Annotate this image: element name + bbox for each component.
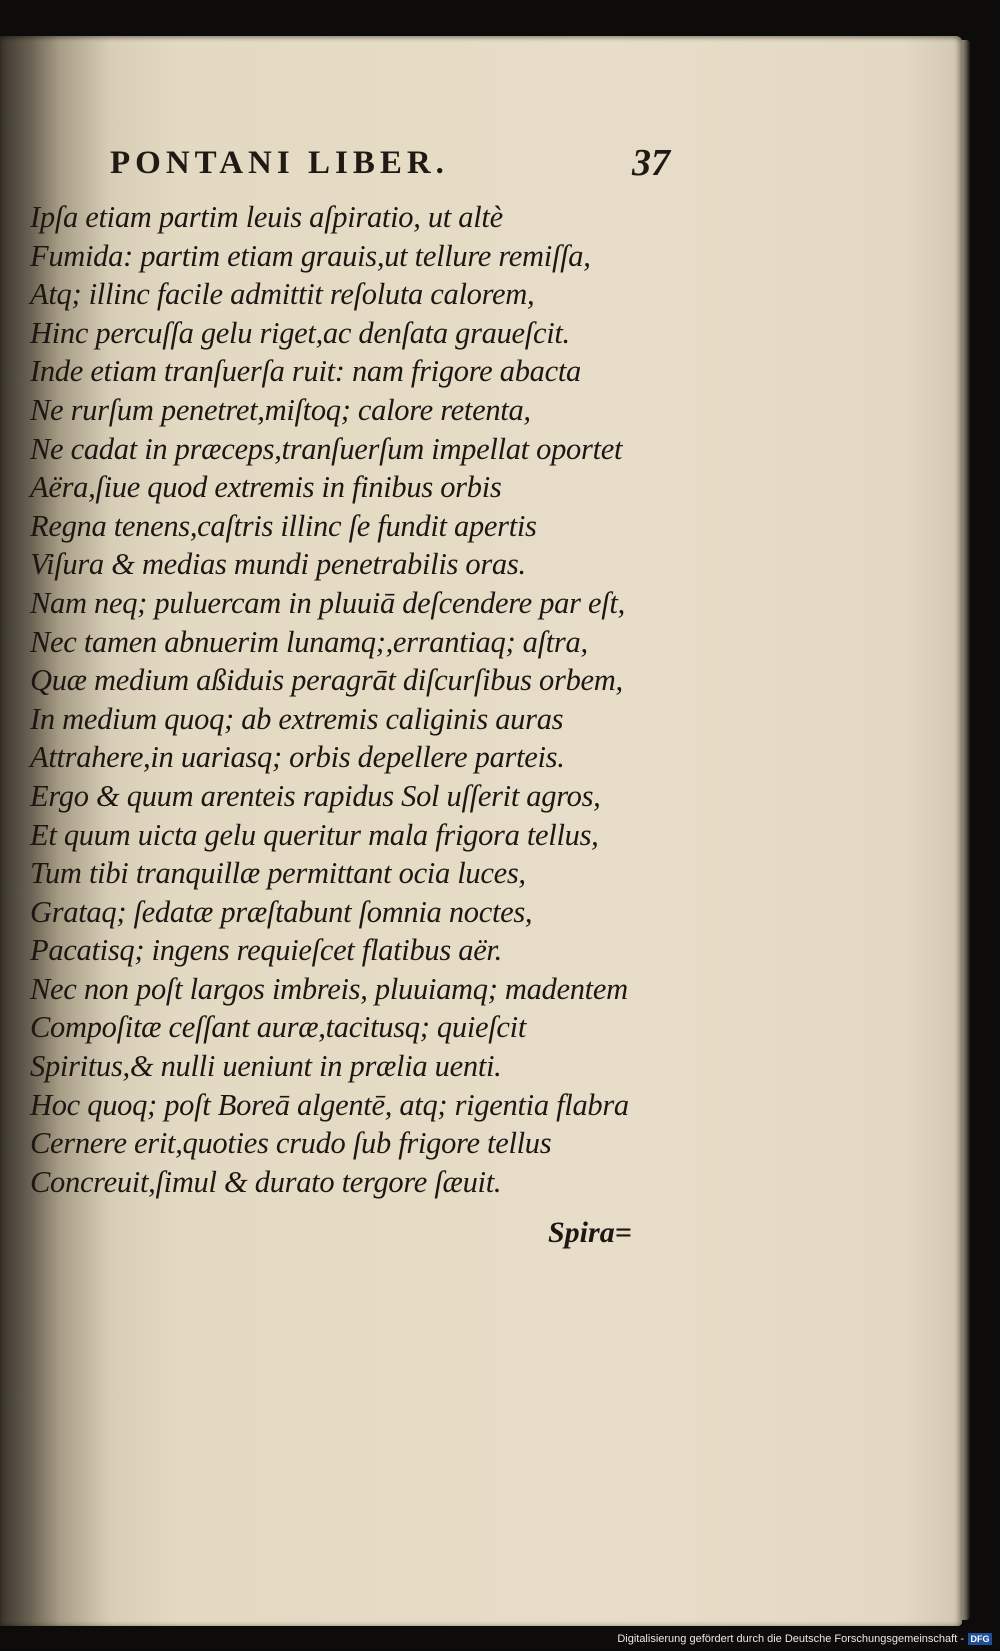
verse-line: Ne rurſum penetret,miſtoq; calore retenta, [30, 392, 531, 427]
verse-text [30, 198, 690, 1201]
verse-line: Hoc quoq; poſt Boreā algentē, atq; rigentia flabra [30, 1087, 629, 1122]
verse-line: Inde etiam tranſuerſa ruit: nam frigore abacta [30, 354, 581, 389]
verse-line: Fumida: partim etiam grauis,ut tellure remiſſa, [30, 238, 591, 273]
verse-line: Viſura & medias mundi penetrabilis oras. [30, 547, 526, 582]
verse-line: Nam neq; puluercam in pluuiā deſcendere par eſt, [30, 585, 625, 620]
verse-line: In medium quoq; ab extremis caliginis auras [30, 701, 564, 736]
verse-line: Nec non poſt largos imbreis, pluuiamq; madentem [30, 971, 628, 1006]
verse-line: Hinc percuſſa gelu riget,ac denſata graueſcit. [30, 315, 570, 350]
verse-line: Ergo & quum arenteis rapidus Sol uſſerit agros, [30, 778, 601, 813]
digitization-footer [617, 1631, 992, 1647]
verse-line: Compoſitæ ceſſant auræ,tacitusq; quieſcit [30, 1010, 526, 1045]
verse-line: Quæ medium aßiduis peragrāt diſcurſibus orbem, [30, 663, 623, 698]
verse-line: Regna tenens,caſtris illinc ſe fundit apertis [30, 508, 537, 543]
verse-line: Ipſa etiam partim leuis aſpiratio, ut altè [30, 200, 503, 234]
dfg-logo: DFG [968, 1633, 992, 1645]
verse-line: Aëra,ſiue quod extremis in finibus orbis [30, 470, 502, 505]
page-number: 37 [632, 142, 670, 184]
verse-line: Ne cadat in præceps,tranſuerſum impellat oportet [30, 431, 623, 466]
verse-line: Et quum uicta gelu queritur mala frigora tellus, [30, 817, 599, 852]
verse-line: Spiritus,& nulli ueniunt in prælia uenti. [30, 1049, 502, 1084]
running-head: PONTANI LIBER. [110, 145, 449, 181]
verse-line: Tum tibi tranquillæ permittant ocia luces, [30, 856, 526, 891]
verse-line: Cernere erit,quoties crudo ſub frigore tellus [30, 1126, 552, 1161]
verse-line: Pacatisq; ingens requieſcet flatibus aër. [30, 933, 502, 968]
verse-line: Nec tamen abnuerim lunamq;,errantiaq; aſtra, [30, 624, 588, 659]
page-header [110, 142, 670, 195]
verse-line: Concreuit,ſimul & durato tergore ſæuit. [30, 1164, 502, 1199]
verse-line: Atq; illinc facile admittit reſoluta calorem, [30, 277, 535, 312]
catchword: Spira= [548, 1216, 632, 1249]
footer-credit: Digitalisierung gefördert durch die Deutsche Forschungsgemeinschaft - [617, 1633, 964, 1645]
verse-line: Grataq; ſedatæ præſtabunt ſomnia noctes, [30, 894, 533, 929]
verse-line: Attrahere,in uariasq; orbis depellere parteis. [30, 740, 565, 775]
